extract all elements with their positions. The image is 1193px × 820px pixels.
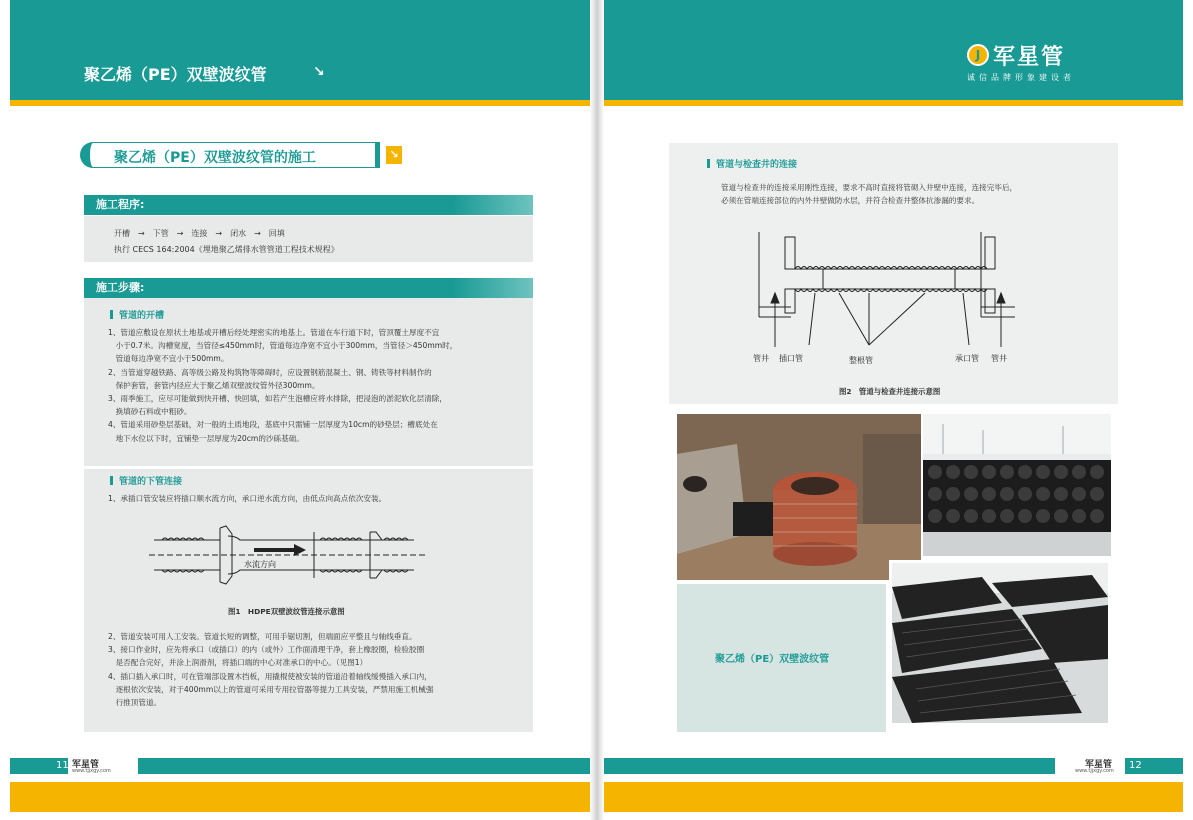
text-line: 2、当管道穿越铁路、高等级公路及构筑物等障碍时，应设置钢筋混凝土、钢、铸铁等材料制作的 xyxy=(108,367,432,377)
text-line: 地下水位以下时，宜铺垫一层厚度为20cm的沙砾基础。 xyxy=(108,433,304,443)
left-header-title: 聚乙烯（PE）双壁波纹管 xyxy=(84,65,267,84)
well-connection-panel xyxy=(669,143,1118,404)
text-line: 2、管道安装可用人工安装。管道长短的调整，可用手锯切割，但端面应平整且与轴线垂直。 xyxy=(108,632,417,641)
pipe-stack-photo xyxy=(923,414,1111,556)
text-line: 是否配合完好，并涂上润滑剂，将插口端的中心对准承口的中心。（见图1） xyxy=(108,658,368,668)
diagram-label: 管井 xyxy=(991,354,1007,363)
lowering-heading: 管道的下管连接 xyxy=(110,474,182,487)
product-tag-tile xyxy=(677,584,886,732)
well-connection-diagram xyxy=(749,227,1049,367)
left-header-band xyxy=(10,0,596,100)
steps-panel xyxy=(84,298,533,732)
right-page-number: 12 xyxy=(1129,760,1142,771)
arrow-icon: ↘ xyxy=(313,64,325,80)
lowering-line1: 1、承插口管安装应将插口顺水流方向，承口逆水流方向，由低点向高点依次安装。 xyxy=(108,494,387,503)
left-bottom-band xyxy=(10,782,596,812)
logo-name: 军星管 xyxy=(993,45,1066,70)
well-heading: 管道与检查井的连接 xyxy=(707,157,797,170)
logo-badge-icon: J xyxy=(967,44,989,66)
text-line: 管道与检查井的连接采用刚性连接，要求不高时直接将管砌入井壁中连接，连接完毕后， xyxy=(721,183,1018,192)
procedure-standard: 执行 CECS 164:2004《埋地聚乙烯排水管管道工程技术规程》 xyxy=(114,245,339,254)
text-line: 4、管道采用砂垫层基础，对一般的土质地段，基底中只需铺一层厚度为10cm的砂垫层；槽底处在 xyxy=(108,420,438,430)
steps-heading: 施工步骤: xyxy=(84,278,533,298)
text-line: 管道每边净宽不宜小于500mm。 xyxy=(108,354,229,364)
pipe-stack-photo-art xyxy=(923,414,1111,556)
procedure-panel xyxy=(84,216,533,262)
well-text xyxy=(721,181,1111,207)
manhole-photo-art xyxy=(677,414,921,580)
diagram-label: 整根管 xyxy=(849,356,873,365)
text-line: 行推顶管道。 xyxy=(108,698,162,708)
left-header-yellow-line xyxy=(10,100,596,106)
book-gutter xyxy=(590,0,604,820)
brand-logo xyxy=(967,40,1127,88)
trench-text xyxy=(108,326,528,445)
text-line: 换填砂石料或中粗砂。 xyxy=(108,407,192,417)
diagram-label: 插口管 xyxy=(779,354,803,363)
arrow-icon: ↘ xyxy=(386,146,402,164)
flow-direction-label: 水流方向 xyxy=(244,560,276,569)
manhole-photo xyxy=(677,414,921,580)
left-footer-brand: 军星管 xyxy=(72,760,100,770)
text-line: 必须在管端连接部位的内外井壁做防水层，并符合检查井整体抗渗漏的要求。 xyxy=(721,196,980,206)
right-page xyxy=(597,0,1193,820)
text-line: 小于0.7米。沟槽宽度，当管径≤450mm时，管道每边净宽不宜小于300mm，当管径＞450mm时， xyxy=(108,341,458,351)
text-line: 逐根依次安装，对于400mm以上的管道可采用专用拉管器等提力工具安装，严禁用施工机械强 xyxy=(108,684,434,694)
right-footer-url: www.tjjxgy.com xyxy=(1075,768,1114,774)
panel-divider xyxy=(84,466,533,469)
figure2-caption: 图2 管道与检查井连接示意图 xyxy=(839,387,941,396)
logo-tagline: 诚信品牌形象建设者 xyxy=(967,73,1075,82)
figure1-caption: 图1 HDPE双壁波纹管连接示意图 xyxy=(228,607,345,616)
section-title xyxy=(80,142,376,168)
pipe-bundle-photo xyxy=(889,560,1111,726)
lowering-text xyxy=(108,630,528,709)
section-title-text: 聚乙烯（PE）双壁波纹管的施工 xyxy=(114,150,316,166)
text-line: 3、雨季施工，应尽可能做到快开槽、快回填，如若产生泡槽应将水排除，把浸泡的淤泥软化层清除， xyxy=(108,394,447,404)
left-footer-url: www.tjjxgy.com xyxy=(72,768,111,774)
product-tag-text: 聚乙烯（PE）双壁波纹管 xyxy=(715,654,830,665)
trench-heading: 管道的开槽 xyxy=(110,308,164,321)
text-line: 1、管道应敷设在原状土地基或开槽后经处理密实的地基上。管道在车行道下时，管顶覆土厚度不宜 xyxy=(108,328,440,337)
left-page xyxy=(0,0,596,820)
right-footer-brand: 军星管 xyxy=(1085,760,1113,770)
diagram-label: 管井 xyxy=(753,354,769,363)
pipe-bundle-photo-art xyxy=(892,563,1108,723)
section-title-divider xyxy=(376,142,380,168)
text-line: 4、插口插入承口时，可在管端部设置木挡板，用撬棍使被安装的管道沿着轴线缓慢插入承口内， xyxy=(108,671,432,681)
left-page-number: 11 xyxy=(56,760,69,771)
right-bottom-band xyxy=(597,782,1183,812)
pipe-connection-diagram xyxy=(144,520,434,592)
text-line: 保护套管，套管内径应大于聚乙烯双壁波纹管外径300mm。 xyxy=(108,380,320,390)
procedure-heading: 施工程序: xyxy=(84,195,533,215)
right-header-yellow-line xyxy=(597,100,1183,106)
procedure-steps: 开槽 → 下管 → 连接 → 闭水 → 回填 xyxy=(114,229,285,238)
diagram-label: 承口管 xyxy=(955,354,979,363)
text-line: 3、接口作业时，应先将承口（或插口）的内（或外）工作面清理干净，套上橡胶圈，检验胶圈 xyxy=(108,645,425,655)
